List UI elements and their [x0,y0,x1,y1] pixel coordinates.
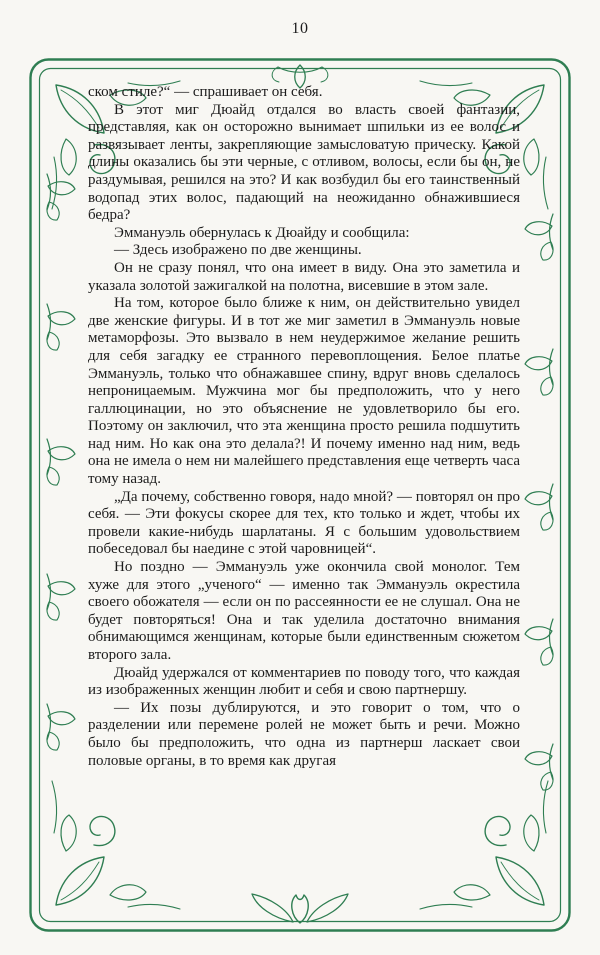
corner-flourish-bottom-right [420,781,548,909]
paragraph: Он не сразу понял, что она имеет в виду. Она это заметила и указала золотой зажигалкой на полотна, висевшие в этом зале. [88,259,520,294]
leaf-sprig-left [47,574,75,620]
leaf-sprig-left [47,174,75,220]
paragraph: ском стиле?“ — спрашивает он себя. [88,84,323,100]
page-text [88,84,520,770]
leaf-sprig-right [525,349,553,395]
paragraph: Но поздно — Эммануэль уже окончила свой монолог. Тем хуже для этого „ученого“ — именно так Эммануэль окрестила своего обожателя — если он по рассеянности ее не слушал. Она не будет повторяться! Она и так уделила достаточно внимания обнимающимся женщинам, которые были единственным сюжетом второго зала. [88,559,520,663]
leaf-sprig-right [525,214,553,260]
paragraph: „Да почему, собственно говоря, надо мной? — повторял он про себя. — Эти фокусы скорее для тех, кто только и ждет, чтобы их провели какие-нибудь шарлатаны. Я с большим удовольствием побеседовал бы наедине с этой чаровницей“. [88,488,520,558]
paragraph: Эммануэль обернулась к Дюайду и сообщила: [114,224,410,241]
leaf-sprig-right [525,619,553,665]
paragraph: Дюайд удержался от комментариев по поводу того, что каждая из изображенных женщин любит и себя и свою партнершу. [88,664,520,699]
leaf-sprig-right [525,484,553,530]
paragraph: — Здесь изображено по две женщины. [114,242,362,259]
paragraph: — Их позы дублируются, и это говорит о том, что о разделении или перемене ролей не может быть и речи. Можно было бы предположить, что одна из партнерш ласкает свои половые органы, в то время как другая [88,699,520,769]
paragraph: В этот миг Дюайд отдался во власть своей фантазии, представляя, как он осторожно вынимает шпильки из ее волос и развязывает ленты, закрепляющие замысловатую прическу. Какой длины оказались бы эти черные, с отливом, волосы, если бы он, не раздумывая, решился на это? И как возбудил бы его таинственный водопад этих волос, падающий на неожиданно обнажившиеся бедра? [88,101,520,224]
leaf-sprig-left [47,439,75,485]
paragraph: На том, которое было ближе к ним, он действительно увидел две женские фигуры. И в тот же миг заметил в Эммануэль новые метаморфозы. Это вызвало в нем неудержимое желание решить для себя загадку ее странного перевоплощения. Белое платье Эммануэль, только что обнажавшее спину, вдруг вновь сделалось непроницаемым. Мужчина мог бы предположить, что у него галлюцинации, но это объяснение не удовлетворило бы его. Поэтому он заключил, что эта женщина просто решила подшутить над ним. Но как она это делала?! И почему именно над ним, ведь она не имела о нем ни малейшего представления еще четверть часа тому назад. [88,295,520,488]
bottom-center-tulip-ornament [252,894,348,923]
leaf-sprig-right [525,744,553,790]
leaf-sprig-left [47,304,75,350]
corner-flourish-bottom-left [52,781,180,909]
page-number: 10 [291,20,309,37]
leaf-sprig-left [47,704,75,750]
